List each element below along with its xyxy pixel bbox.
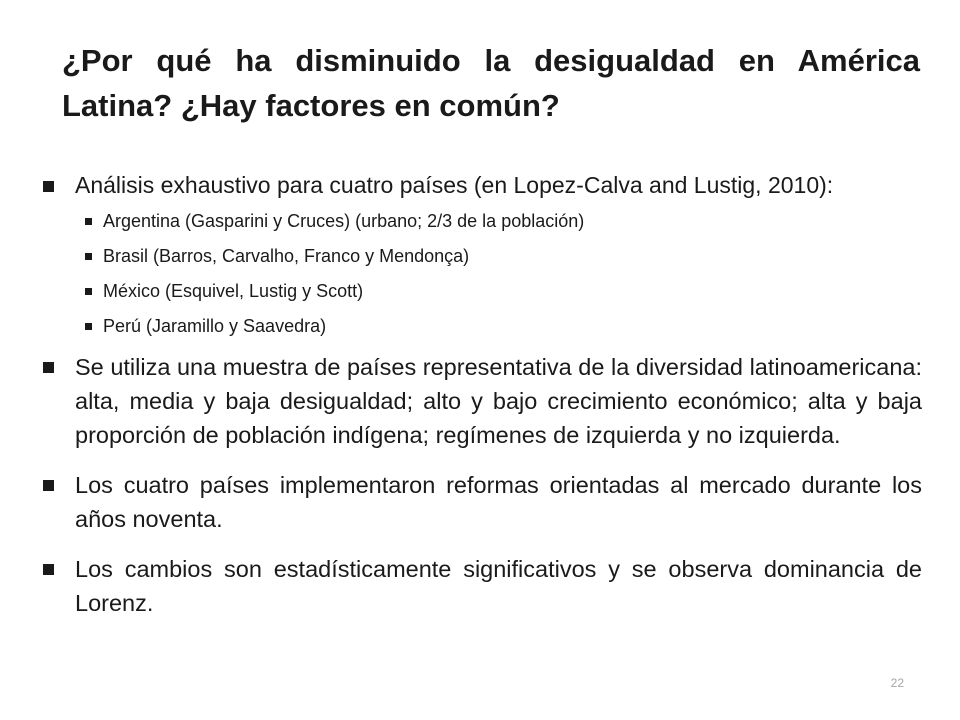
bullet-list (40, 170, 922, 620)
bullet-item (40, 552, 922, 620)
sub-bullet-text: Argentina (Gasparini y Cruces) (urbano; 2/3 de la población) (103, 211, 585, 231)
sub-bullet-text: Brasil (Barros, Carvalho, Franco y Mendonça) (103, 246, 470, 266)
sub-bullet-text: México (Esquivel, Lustig y Scott) (103, 281, 364, 301)
sub-bullet-item (75, 210, 922, 232)
bullet-text: Análisis exhaustivo para cuatro países (en Lopez-Calva and Lustig, 2010): (75, 172, 834, 198)
bullet-text: Se utiliza una muestra de países representativa de la diversidad latinoamericana: alta, media y baja desigualdad; alto y bajo crecimiento económico; alta y baja proporción de población indígena; regímenes de izquierda y no izquierda. (75, 354, 922, 448)
square-bullet-icon (43, 564, 54, 575)
sub-bullet-list (75, 210, 922, 337)
square-bullet-icon (43, 362, 54, 373)
sub-bullet-item (75, 280, 922, 302)
bullet-item (40, 170, 922, 337)
square-bullet-icon (85, 288, 92, 295)
page-number: 22 (890, 676, 904, 690)
sub-bullet-text: Perú (Jaramillo y Saavedra) (103, 316, 327, 336)
bullet-text: Los cuatro países implementaron reformas orientadas al mercado durante los años noventa. (75, 472, 922, 532)
bullet-item (40, 350, 922, 452)
square-bullet-icon (43, 480, 54, 491)
sub-bullet-item (75, 315, 922, 337)
bullet-text: Los cambios son estadísticamente significativos y se observa dominancia de Lorenz. (75, 556, 922, 616)
bullet-item (40, 468, 922, 536)
sub-bullet-item (75, 245, 922, 267)
square-bullet-icon (43, 181, 54, 192)
square-bullet-icon (85, 218, 92, 225)
square-bullet-icon (85, 253, 92, 260)
square-bullet-icon (85, 323, 92, 330)
slide-content (40, 170, 922, 620)
slide-title: ¿Por qué ha disminuido la desigualdad en América Latina? ¿Hay factores en común? (62, 43, 920, 123)
